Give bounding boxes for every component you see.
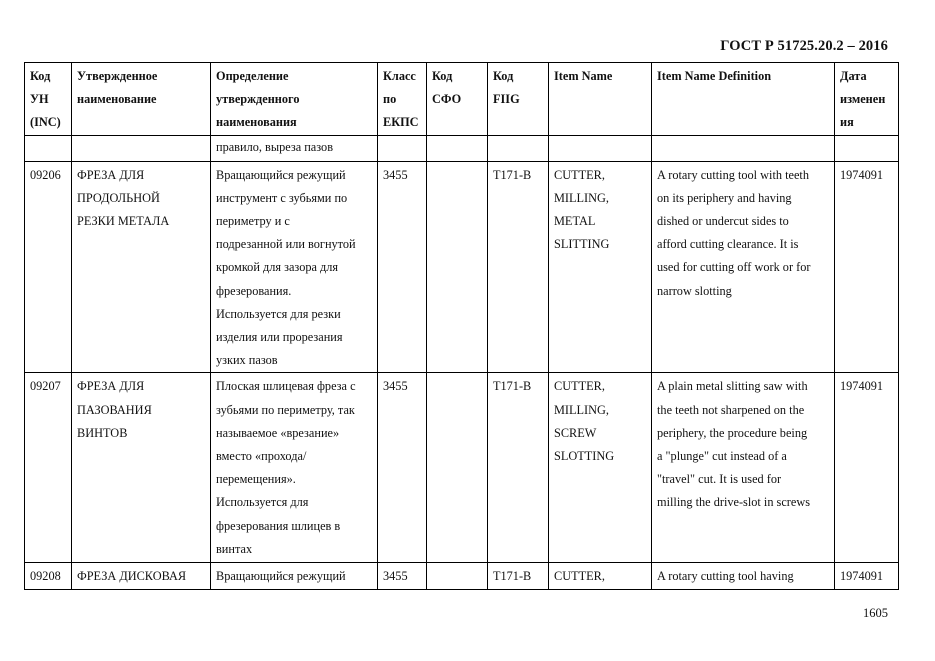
cell-name-ru (72, 373, 211, 563)
cell-inc (25, 373, 72, 563)
column-header-fiig (488, 63, 549, 136)
column-header-line: Код (493, 69, 514, 83)
cell-date (835, 563, 899, 590)
cell-line: MILLING, (554, 190, 609, 205)
cell-line: 09207 (30, 379, 61, 394)
column-header-definition-ru (211, 63, 378, 136)
cell-line: подрезанной или вогнутой (216, 237, 356, 252)
cell-item-name (549, 161, 652, 373)
column-header-name-ru (72, 63, 211, 136)
column-header-line: ЕКПС (383, 115, 419, 130)
column-header-line: Утвержденное (77, 69, 158, 83)
cell-line: T171-B (493, 167, 532, 182)
cell-line: A plain metal slitting saw with (657, 379, 808, 394)
cell-line: фрезерования. (216, 283, 292, 298)
cell-fiig (488, 373, 549, 563)
column-header-line: Дата (840, 69, 867, 83)
cell-line: кромкой для зазора для (216, 260, 339, 275)
cell-line: 1974091 (840, 569, 884, 584)
cell-line: A rotary cutting tool with teeth (657, 167, 809, 182)
cell-item-name (549, 563, 652, 590)
cell-line: CUTTER, (554, 167, 605, 182)
cell-line: ПАЗОВАНИЯ (77, 402, 152, 417)
cell-line: ФРЕЗА ДЛЯ (77, 379, 145, 394)
classification-table (24, 62, 899, 590)
cell-sfo (427, 161, 488, 373)
cell-line: SLOTTING (554, 449, 615, 464)
cell-line: Вращающийся режущий (216, 167, 346, 182)
column-header-item-def (652, 63, 835, 136)
cell-line: used for cutting off work or for (657, 260, 811, 275)
cell-definition-ru (211, 563, 378, 590)
cell-item-name (549, 373, 652, 563)
cell-line: milling the drive-slot in screws (657, 495, 811, 510)
column-header-line: FIIG (493, 92, 520, 107)
cell-line: "travel" cut. It is used for (657, 472, 782, 487)
cell-inc (25, 161, 72, 373)
cell-line: afford cutting clearance. It is (657, 237, 799, 252)
cell-line: РЕЗКИ МЕТАЛА (77, 214, 170, 229)
cell-line: 1974091 (840, 379, 884, 394)
cell-line: CUTTER, (554, 379, 605, 394)
column-header-line: Item Name Definition (657, 69, 772, 83)
cell-line: периметру и с (216, 214, 290, 229)
cell-fiig (488, 135, 549, 161)
cell-line: 3455 (383, 167, 408, 182)
cell-line: 3455 (383, 569, 408, 584)
cell-name-ru (72, 161, 211, 373)
cell-fiig (488, 161, 549, 373)
cell-line: вместо «прохода/ (216, 449, 307, 464)
column-header-line: СФО (432, 92, 462, 107)
table-header-row (25, 63, 899, 136)
column-header-line: наименование (77, 92, 157, 107)
cell-line: dished or undercut sides to (657, 214, 789, 229)
page-number: 1605 (863, 606, 888, 620)
column-header-line: Код (432, 69, 453, 83)
cell-inc (25, 135, 72, 161)
column-header-line: ия (840, 115, 854, 130)
cell-line: a "plunge" cut instead of a (657, 449, 787, 464)
cell-ekps (378, 135, 427, 161)
cell-line: перемещения». (216, 472, 296, 487)
cell-item-def (652, 373, 835, 563)
column-header-line: Item Name (554, 69, 613, 83)
column-header-line: наименования (216, 115, 297, 130)
cell-line: 09208 (30, 569, 61, 584)
cell-ekps (378, 161, 427, 373)
cell-line: узких пазов (216, 353, 278, 368)
table-row (25, 135, 899, 161)
cell-inc (25, 563, 72, 590)
cell-line: Используется для резки (216, 306, 341, 321)
cell-sfo (427, 135, 488, 161)
column-header-item-name (549, 63, 652, 136)
cell-line: METAL (554, 214, 596, 229)
column-header-date (835, 63, 899, 136)
cell-line: инструмент с зубьями по (216, 190, 348, 205)
cell-line: винтах (216, 541, 253, 556)
cell-line: 3455 (383, 379, 408, 394)
cell-line: 09206 (30, 167, 61, 182)
cell-line: T171-B (493, 379, 532, 394)
cell-item-def (652, 161, 835, 373)
document-standard-header: ГОСТ Р 51725.20.2 – 2016 (720, 38, 888, 54)
cell-fiig (488, 563, 549, 590)
cell-ekps (378, 563, 427, 590)
column-header-line: Класс (383, 69, 416, 83)
cell-line: T171-B (493, 569, 532, 584)
column-header-line: по (383, 92, 397, 107)
cell-line: правило, вырезa пазов (216, 139, 334, 154)
cell-line: ФРЕЗА ДЛЯ (77, 167, 145, 182)
cell-line: SLITTING (554, 237, 610, 252)
cell-line: ФРЕЗА ДИСКОВАЯ (77, 569, 187, 584)
cell-name-ru (72, 135, 211, 161)
cell-line: periphery, the procedure being (657, 425, 808, 440)
table-row (25, 373, 899, 563)
cell-item-def (652, 563, 835, 590)
cell-ekps (378, 373, 427, 563)
column-header-sfo (427, 63, 488, 136)
cell-line: narrow slotting (657, 283, 732, 298)
cell-line: изделия или прорезания (216, 330, 343, 345)
column-header-line: УН (30, 92, 49, 107)
cell-sfo (427, 373, 488, 563)
column-header-ekps (378, 63, 427, 136)
column-header-line: изменен (840, 92, 886, 107)
cell-item-name (549, 135, 652, 161)
cell-line: on its periphery and having (657, 190, 792, 205)
cell-name-ru (72, 563, 211, 590)
cell-line: называемое «врезание» (216, 425, 340, 440)
cell-definition-ru (211, 161, 378, 373)
cell-line: CUTTER, (554, 569, 605, 584)
table-row (25, 563, 899, 590)
cell-line: Вращающийся режущий (216, 569, 346, 584)
column-header-line: Определение (216, 69, 289, 83)
cell-line: SCREW (554, 425, 597, 440)
cell-line: Используется для (216, 495, 309, 510)
cell-date (835, 161, 899, 373)
cell-definition-ru (211, 373, 378, 563)
column-header-line: Код (30, 69, 51, 83)
cell-line: MILLING, (554, 402, 609, 417)
cell-date (835, 373, 899, 563)
cell-line: ПРОДОЛЬНОЙ (77, 190, 160, 205)
cell-item-def (652, 135, 835, 161)
column-header-inc (25, 63, 72, 136)
cell-sfo (427, 563, 488, 590)
column-header-line: (INC) (30, 115, 61, 130)
cell-line: the teeth not sharpened on the (657, 402, 805, 417)
cell-line: зубьями по периметру, так (216, 402, 355, 417)
cell-line: Плоская шлицевая фреза с (216, 379, 356, 394)
cell-line: фрезерования шлицев в (216, 518, 341, 533)
cell-line: 1974091 (840, 167, 884, 182)
cell-line: ВИНТОВ (77, 425, 128, 440)
column-header-line: утвержденного (216, 92, 300, 107)
cell-date (835, 135, 899, 161)
table-row (25, 161, 899, 373)
cell-definition-ru (211, 135, 378, 161)
cell-line: A rotary cutting tool having (657, 569, 794, 584)
